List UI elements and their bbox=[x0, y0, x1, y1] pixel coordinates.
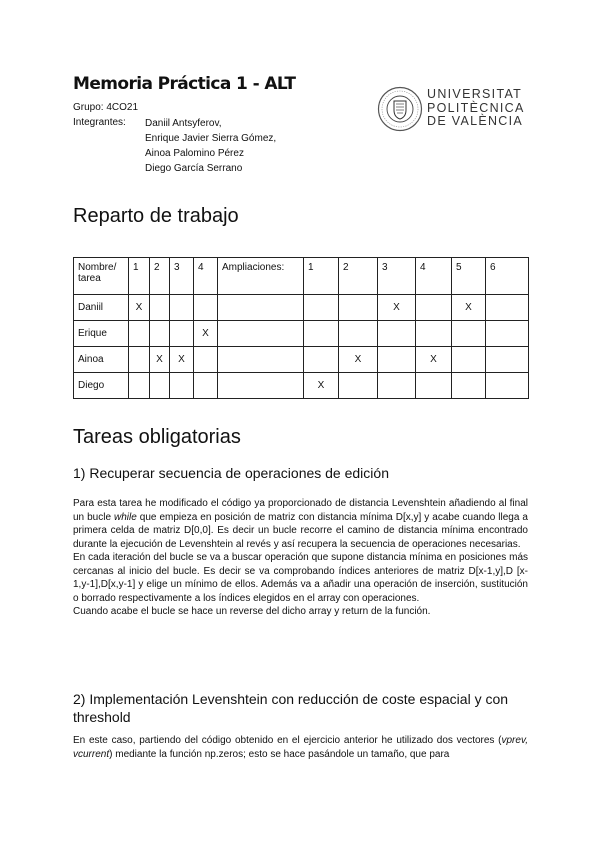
grupo-label: Grupo: bbox=[73, 102, 104, 113]
header-cell: 4 bbox=[194, 258, 218, 295]
table-cell bbox=[150, 295, 170, 321]
table-row bbox=[74, 295, 529, 321]
document-title: Memoria Práctica 1 - ALT bbox=[73, 74, 296, 94]
tareas-heading: Tareas obligatorias bbox=[73, 426, 241, 448]
table-cell bbox=[378, 347, 416, 373]
section-1-heading: 1) Recuperar secuencia de operaciones de edición bbox=[73, 465, 389, 481]
member-name: Daniil Antsyferov, bbox=[145, 118, 222, 129]
member-name: Enrique Javier Sierra Gómez, bbox=[145, 133, 277, 144]
table-cell bbox=[218, 295, 304, 321]
member-name: Ainoa Palomino Pérez bbox=[145, 148, 244, 159]
header-cell: 2 bbox=[150, 258, 170, 295]
table-cell bbox=[194, 373, 218, 399]
table-cell bbox=[194, 347, 218, 373]
code-term: vprev, vcurrent bbox=[73, 735, 528, 760]
table-cell bbox=[170, 321, 194, 347]
logo-line: UNIVERSITAT bbox=[427, 87, 523, 101]
reparto-table bbox=[73, 257, 529, 399]
header-cell: 3 bbox=[170, 258, 194, 295]
header-cell: 4 bbox=[416, 258, 452, 295]
paragraph: Cuando acabe el bucle se hace un reverse del dicho array y return de la función. bbox=[73, 606, 431, 617]
table-cell bbox=[452, 321, 486, 347]
reparto-heading: Reparto de trabajo bbox=[73, 205, 239, 227]
member-cell: Erique bbox=[74, 321, 129, 347]
table-cell bbox=[339, 295, 378, 321]
code-term: while bbox=[114, 511, 137, 523]
table-cell bbox=[129, 321, 150, 347]
grupo-value: 4CO21 bbox=[106, 102, 139, 113]
paragraph: En cada iteración del bucle se va a buscar operación que supone distancia mínima en posiciones más cercanas al inicio del bucle. Es decir se va comprobando índices anteriores de matriz D[x-1,y],D [x-1,y-1],D[x,y-1] y elige un mínimo de ellos. Además va a añadir una operación de inserción, sustitución o borrado respectivamente a los índices elegidos en el array con operaciones. bbox=[73, 552, 528, 604]
table-cell: X bbox=[378, 295, 416, 321]
table-cell bbox=[150, 373, 170, 399]
table-cell bbox=[218, 373, 304, 399]
paragraph: En este caso, partiendo del código obtenido en el ejercicio anterior he utilizado dos vectores (vprev, vcurrent) mediante la función np.zeros; esto se hace pasándole un tamaño, que para bbox=[73, 735, 528, 760]
table-cell bbox=[218, 321, 304, 347]
header-cell: 6 bbox=[486, 258, 529, 295]
member-cell: Daniil bbox=[74, 295, 129, 321]
table-cell bbox=[170, 373, 194, 399]
table-cell bbox=[416, 295, 452, 321]
table-cell bbox=[416, 321, 452, 347]
table-cell: X bbox=[170, 347, 194, 373]
table-cell: X bbox=[194, 321, 218, 347]
table-row bbox=[74, 373, 529, 399]
section-1-body bbox=[73, 497, 528, 619]
table-cell bbox=[378, 321, 416, 347]
header-cell: 1 bbox=[129, 258, 150, 295]
paragraph: Para esta tarea he modificado el código ya proporcionado de distancia Levenshtein añadiendo al final un bucle while que empieza en posición de matriz con distancia mínima D[x,y] y acabe cuando llega a primera celda de matriz D[0,0]. Es decir un bucle recorre el camino de distancia mínima encontrado durante la ejecución de Levenshtein al revés y así recupera la secuencia de operaciones necesarias. bbox=[73, 498, 528, 550]
table-cell: X bbox=[452, 295, 486, 321]
table-cell bbox=[378, 373, 416, 399]
table-cell: X bbox=[339, 347, 378, 373]
member-cell: Ainoa bbox=[74, 347, 129, 373]
table-row bbox=[74, 321, 529, 347]
table-row bbox=[74, 347, 529, 373]
table-cell bbox=[218, 347, 304, 373]
table-cell bbox=[150, 321, 170, 347]
logo-line: POLITÈCNICA bbox=[427, 100, 525, 115]
table-cell: X bbox=[129, 295, 150, 321]
table-cell: X bbox=[304, 373, 339, 399]
table-cell bbox=[339, 373, 378, 399]
table-cell: X bbox=[150, 347, 170, 373]
table-cell bbox=[194, 295, 218, 321]
table-cell bbox=[452, 347, 486, 373]
table-cell bbox=[129, 373, 150, 399]
table-cell bbox=[452, 373, 486, 399]
table-cell bbox=[486, 295, 529, 321]
table-cell bbox=[416, 373, 452, 399]
header-cell: 2 bbox=[339, 258, 378, 295]
section-2-heading: 2) Implementación Levenshtein con reducción de coste espacial y con threshold bbox=[73, 691, 509, 725]
header-cell: 3 bbox=[378, 258, 416, 295]
integrantes-label: Integrantes: bbox=[73, 117, 126, 128]
member-cell: Diego bbox=[74, 373, 129, 399]
table-cell bbox=[486, 373, 529, 399]
section-2-body bbox=[73, 734, 528, 761]
table-cell bbox=[129, 347, 150, 373]
table-cell bbox=[486, 321, 529, 347]
header-cell: Ampliaciones: bbox=[218, 258, 304, 295]
table-cell bbox=[486, 347, 529, 373]
logo-line: DE VALÈNCIA bbox=[427, 114, 524, 128]
table-header-row bbox=[74, 258, 529, 295]
header-cell: 5 bbox=[452, 258, 486, 295]
university-seal-icon bbox=[377, 86, 423, 132]
header-cell: Nombre/ tarea bbox=[74, 258, 129, 295]
table-cell bbox=[304, 347, 339, 373]
header-cell: 1 bbox=[304, 258, 339, 295]
table-cell bbox=[339, 321, 378, 347]
table-cell: X bbox=[416, 347, 452, 373]
members-list bbox=[145, 116, 276, 176]
table-cell bbox=[304, 295, 339, 321]
table-cell bbox=[170, 295, 194, 321]
grupo-row bbox=[73, 101, 138, 114]
table-cell bbox=[304, 321, 339, 347]
member-name: Diego García Serrano bbox=[145, 163, 243, 174]
university-logo bbox=[377, 86, 525, 132]
